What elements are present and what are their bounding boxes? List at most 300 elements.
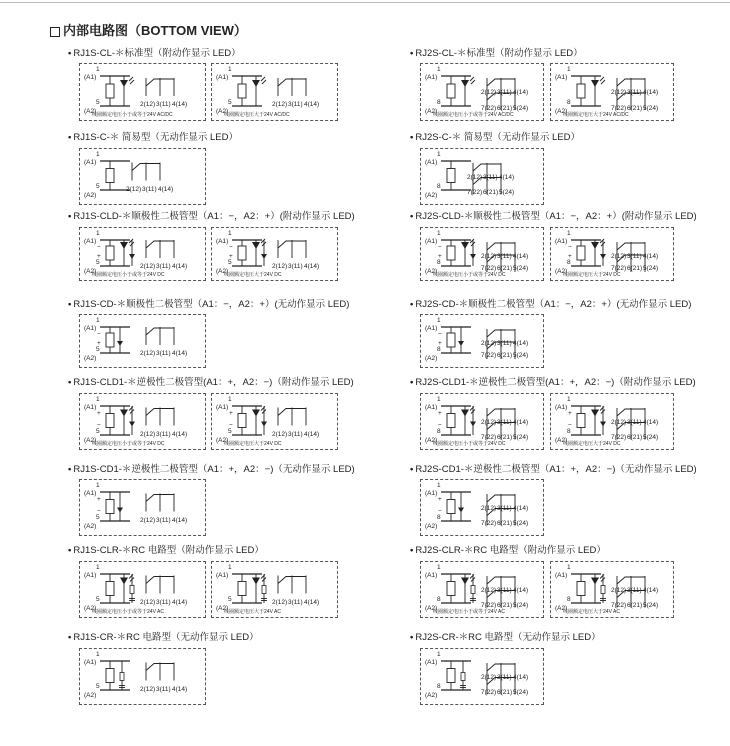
coil-voltage-caption: 线圈额定电压小于或等于24V DC: [433, 272, 506, 278]
circuit-diagram: [420, 648, 544, 705]
diode-icon: [470, 422, 476, 427]
pin-a1-label: (A1): [555, 74, 568, 81]
diode-icon: [600, 422, 606, 427]
polarity-top: +: [568, 410, 572, 417]
coil: [447, 669, 455, 683]
circuit-diagram: [550, 227, 674, 281]
coil: [106, 582, 114, 596]
bullet-icon: •: [68, 464, 72, 475]
pin-bottom-label: 5: [96, 596, 100, 603]
section-title: [68, 542, 264, 556]
pin-bottom-label: 8: [567, 428, 571, 435]
pin-2-label: 2(12): [481, 89, 497, 96]
rc-resistor: [471, 586, 475, 594]
pin-4-label: 4(14): [513, 253, 529, 260]
pin-a1-label: (A1): [216, 74, 229, 81]
section-title-text: RJ1S-CLD-＊顺极性二极管型（A1：−，A2：+）(附动作显示 LED): [73, 211, 355, 222]
led-icon: [461, 410, 469, 417]
pin-2-label: 2(12): [126, 185, 142, 193]
pin-7-label: 7(22): [481, 265, 497, 272]
pin-a2-label: (A2): [555, 108, 568, 115]
led-icon: [252, 410, 260, 417]
pin-3-label: 3(11): [627, 89, 642, 96]
section-title-text: RJ2S-CD1-＊逆极性二极管型（A1：+，A2：−)（无动作显示 LED): [415, 464, 697, 475]
coil-voltage-caption: 线圈额定电压大于24V AC: [563, 609, 620, 615]
pin-3-label: 3(11): [497, 419, 512, 426]
circuit-diagram: [420, 227, 544, 281]
pin-1-label: 1: [228, 564, 232, 571]
rc-resistor: [461, 673, 465, 681]
pin-4-label: 4(14): [172, 598, 188, 606]
pin-bottom-label: 8: [437, 259, 441, 266]
coil: [106, 500, 114, 514]
pin-3-label: 3(11): [156, 598, 171, 606]
pin-4-label: 4(14): [643, 419, 659, 426]
pin-1-label: 1: [228, 66, 232, 73]
section-title: [410, 129, 580, 143]
coil-voltage-caption: 线圈额定电压大于24V DC: [224, 441, 282, 447]
circuit-diagram: [79, 227, 206, 281]
pin-5-label: 5(24): [513, 434, 529, 441]
section-title-text: RJ1S-CLR-＊RC 电路型（附动作显示 LED）: [73, 545, 264, 556]
section-title-text: RJ2S-CLD-＊顺极性二极管型（A1：−，A2：+）(附动作显示 LED): [415, 211, 697, 222]
pin-bottom-label: 8: [437, 183, 441, 190]
coil: [106, 246, 114, 260]
coil-voltage-caption: 线圈额定电压大于24V DC: [224, 272, 282, 278]
coil: [238, 84, 246, 98]
bullet-icon: •: [68, 377, 72, 388]
pin-2-label: 2(12): [611, 253, 627, 260]
pin-1-label: 1: [96, 564, 100, 571]
coil: [238, 414, 246, 428]
pin-bottom-label: 8: [437, 99, 441, 106]
coil: [106, 414, 114, 428]
pin-4-label: 4(14): [643, 89, 659, 96]
pin-a2-label: (A2): [425, 437, 438, 444]
coil: [447, 582, 455, 596]
section-title: [410, 461, 697, 475]
led-icon: [461, 578, 469, 585]
pin-3-label: 3(11): [288, 598, 303, 606]
pin-2-label: 2(12): [481, 505, 497, 512]
section-title: [68, 129, 238, 143]
pin-bottom-label: 8: [567, 596, 571, 603]
pin-a2-label: (A2): [425, 192, 438, 199]
rc-resistor: [130, 586, 134, 594]
diode-icon: [117, 508, 123, 513]
pin-1-label: 1: [228, 230, 232, 237]
coil-voltage-caption: 线圈额定电压小于或等于24V DC: [92, 441, 165, 447]
pin-4-label: 4(14): [172, 516, 188, 524]
section-title: [410, 542, 606, 556]
circuit-diagram: [550, 561, 674, 618]
polarity-top: −: [97, 244, 101, 251]
pin-a2-label: (A2): [216, 605, 229, 612]
pin-2-label: 2(12): [611, 89, 627, 96]
pin-2-label: 2(12): [272, 263, 288, 270]
led-ray: [129, 77, 133, 81]
pin-bottom-label: 8: [437, 514, 441, 521]
pin-a1-label: (A1): [425, 74, 438, 81]
bullet-icon: •: [68, 299, 72, 310]
polarity-top: +: [438, 496, 442, 503]
pin-5-label: 5(24): [513, 352, 529, 359]
pin-a2-label: (A2): [216, 108, 229, 115]
coil-voltage-caption: 线圈额定电压小于或等于24V AC/DC: [92, 112, 173, 118]
pin-2-label: 2(12): [272, 598, 288, 606]
section-title-text: RJ1S-CR-＊RC 电路型（无动作显示 LED）: [73, 632, 259, 643]
pin-5-label: 5(24): [513, 520, 529, 527]
pin-a2-label: (A2): [216, 268, 229, 275]
checkbox-square-icon: [50, 27, 60, 37]
section-title: [410, 296, 691, 310]
circuit-diagram: [211, 561, 338, 618]
polarity-bottom: +: [438, 340, 442, 347]
coil: [447, 84, 455, 98]
pin-5-label: 5(24): [499, 189, 515, 196]
led-ray: [262, 80, 266, 84]
diode-icon: [261, 422, 267, 427]
pin-2-label: 2(12): [140, 101, 156, 108]
circuit-diagram: [550, 393, 674, 450]
pin-3-label: 3(11): [497, 587, 512, 594]
circuit-diagram: [79, 314, 206, 368]
rc-resistor: [262, 586, 266, 594]
pin-a1-label: (A1): [425, 659, 438, 666]
pin-a1-label: (A1): [555, 572, 568, 579]
pin-3-label: 3(11): [627, 587, 642, 594]
pin-7-label: 7(22): [481, 434, 497, 441]
pin-a1-label: (A1): [425, 325, 438, 332]
pin-5-label: 5(24): [513, 265, 529, 272]
coil: [106, 169, 114, 183]
circuit-diagram: [550, 63, 674, 121]
coil: [577, 414, 585, 428]
pin-3-label: 3(11): [156, 430, 171, 438]
pin-2-label: 2(12): [140, 516, 156, 524]
pin-bottom-label: 5: [96, 259, 100, 266]
pin-6-label: 6(21): [497, 352, 513, 359]
pin-3-label: 3(11): [288, 430, 303, 438]
pin-a1-label: (A1): [425, 404, 438, 411]
circuit-diagram: [420, 393, 544, 450]
pin-1-label: 1: [437, 482, 441, 489]
bullet-icon: •: [410, 48, 414, 59]
pin-a2-label: (A2): [555, 268, 568, 275]
section-title-text: RJ2S-CR-＊RC 电路型（无动作显示 LED）: [415, 632, 601, 643]
diode-icon: [117, 341, 123, 346]
bullet-icon: •: [68, 48, 72, 59]
pin-a2-label: (A2): [84, 355, 97, 362]
pin-7-label: 7(22): [611, 602, 627, 609]
pin-4-label: 4(14): [513, 674, 529, 681]
section-title: [410, 374, 696, 388]
pin-4-label: 4(14): [304, 101, 320, 108]
pin-4-label: 4(14): [499, 174, 515, 181]
pin-a2-label: (A2): [84, 268, 97, 275]
circuit-diagram: [79, 561, 206, 618]
section-title-text: RJ1S-CD1-＊逆极性二极管型（A1：+，A2：−)（无动作显示 LED): [73, 464, 355, 475]
led-icon: [461, 242, 469, 249]
diode-icon: [600, 254, 606, 259]
pin-6-label: 6(21): [627, 105, 643, 112]
pin-bottom-label: 8: [437, 428, 441, 435]
pin-3-label: 3(11): [156, 685, 171, 693]
polarity-bottom: +: [568, 253, 572, 260]
pin-6-label: 6(21): [497, 689, 513, 696]
pin-1-label: 1: [567, 396, 571, 403]
pin-6-label: 6(21): [497, 105, 513, 112]
led-icon: [591, 80, 599, 87]
pin-1-label: 1: [437, 317, 441, 324]
led-ray: [600, 77, 604, 81]
pin-4-label: 4(14): [172, 101, 188, 108]
pin-2-label: 2(12): [140, 350, 156, 357]
pin-a1-label: (A1): [84, 572, 97, 579]
pin-2-label: 2(12): [481, 253, 497, 260]
pin-2-label: 2(12): [481, 340, 497, 347]
pin-3-label: 3(11): [497, 89, 512, 96]
pin-7-label: 7(22): [481, 352, 497, 359]
polarity-bottom: −: [438, 422, 442, 429]
coil: [577, 582, 585, 596]
led-ray: [471, 80, 475, 84]
bullet-icon: •: [68, 632, 72, 643]
pin-bottom-label: 5: [228, 259, 232, 266]
pin-4-label: 4(14): [513, 587, 529, 594]
pin-3-label: 3(11): [288, 101, 303, 108]
polarity-top: −: [229, 244, 233, 251]
circuit-diagram: [420, 63, 544, 121]
pin-2-label: 2(12): [140, 263, 156, 270]
led-ray: [261, 77, 265, 81]
pin-7-label: 7(22): [481, 602, 497, 609]
led-icon: [591, 242, 599, 249]
led-ray: [601, 80, 605, 84]
circuit-diagram: [79, 63, 206, 121]
section-title: [410, 208, 697, 222]
pin-6-label: 6(21): [497, 434, 513, 441]
pin-1-label: 1: [96, 317, 100, 324]
pin-3-label: 3(11): [156, 263, 171, 270]
pin-a2-label: (A2): [425, 355, 438, 362]
section-title-text: RJ2S-CD-＊顺极性二极管型（A1：−，A2：+）(无动作显示 LED): [415, 299, 692, 310]
pin-3-label: 3(11): [497, 253, 512, 260]
pin-4-label: 4(14): [304, 598, 320, 606]
circuit-diagram: [420, 561, 544, 618]
coil: [447, 246, 455, 260]
top-rule: [0, 2, 730, 3]
pin-bottom-label: 5: [228, 99, 232, 106]
pin-a1-label: (A1): [216, 572, 229, 579]
diode-icon: [458, 341, 464, 346]
pin-bottom-label: 8: [567, 259, 571, 266]
section-title-text: RJ2S-C-＊ 简易型（无动作显示 LED）: [415, 132, 581, 143]
pin-a2-label: (A2): [555, 605, 568, 612]
coil-voltage-caption: 线圈额定电压小于或等于24V AC: [92, 609, 164, 615]
pin-7-label: 7(22): [611, 265, 627, 272]
pin-1-label: 1: [96, 151, 100, 158]
coil: [577, 246, 585, 260]
led-icon: [461, 80, 469, 87]
circuit-diagram: [420, 148, 544, 205]
pin-4-label: 4(14): [513, 340, 529, 347]
pin-1-label: 1: [567, 66, 571, 73]
pin-a1-label: (A1): [84, 490, 97, 497]
coil: [238, 582, 246, 596]
pin-a2-label: (A2): [84, 437, 97, 444]
pin-a2-label: (A2): [84, 605, 97, 612]
pin-1-label: 1: [228, 396, 232, 403]
bullet-icon: •: [410, 464, 414, 475]
pin-4-label: 4(14): [304, 430, 320, 438]
section-title: [68, 461, 355, 475]
pin-1-label: 1: [96, 482, 100, 489]
led-ray: [130, 80, 134, 84]
polarity-bottom: +: [229, 253, 233, 260]
pin-3-label: 3(11): [483, 174, 498, 181]
polarity-bottom: −: [97, 508, 101, 515]
coil-voltage-caption: 线圈额定电压小于或等于24V AC: [433, 609, 505, 615]
circuit-diagram: [79, 393, 206, 450]
pin-2-label: 2(12): [272, 101, 288, 108]
section-title: [68, 296, 349, 310]
coil: [447, 500, 455, 514]
pin-a2-label: (A2): [216, 437, 229, 444]
pin-7-label: 7(22): [481, 105, 497, 112]
coil-voltage-caption: 线圈额定电压小于或等于24V DC: [433, 441, 506, 447]
diode-icon: [470, 254, 476, 259]
pin-a2-label: (A2): [425, 268, 438, 275]
coil: [106, 84, 114, 98]
circuit-diagram: [420, 314, 544, 368]
coil: [238, 246, 246, 260]
section-title: [410, 629, 601, 643]
section-title-text: RJ1S-C-＊ 简易型（无动作显示 LED）: [73, 132, 239, 143]
led-icon: [591, 410, 599, 417]
coil-voltage-caption: 线圈额定电压大于24V AC/DC: [224, 112, 290, 118]
section-title-text: RJ1S-CLD1-＊逆极性二极管型(A1：+，A2：−)（附动作显示 LED): [73, 377, 354, 388]
pin-4-label: 4(14): [172, 263, 188, 270]
polarity-bottom: −: [229, 422, 233, 429]
pin-a1-label: (A1): [84, 238, 97, 245]
pin-5-label: 5(24): [643, 434, 659, 441]
polarity-bottom: −: [568, 422, 572, 429]
coil: [447, 169, 455, 183]
pin-2-label: 2(12): [140, 685, 156, 693]
pin-4-label: 4(14): [172, 350, 188, 357]
pin-3-label: 3(11): [156, 350, 171, 357]
led-icon: [120, 410, 128, 417]
pin-7-label: 7(22): [467, 189, 483, 196]
pin-1-label: 1: [437, 66, 441, 73]
bullet-icon: •: [68, 545, 72, 556]
pin-5-label: 5(24): [643, 105, 659, 112]
coil: [106, 669, 114, 683]
pin-7-label: 7(22): [481, 520, 497, 527]
pin-5-label: 5(24): [513, 602, 529, 609]
pin-bottom-label: 5: [228, 428, 232, 435]
section-title: [68, 629, 259, 643]
pin-7-label: 7(22): [611, 434, 627, 441]
pin-1-label: 1: [96, 230, 100, 237]
pin-4-label: 4(14): [513, 505, 529, 512]
pin-3-label: 3(11): [627, 253, 642, 260]
bullet-icon: •: [68, 211, 72, 222]
led-ray: [470, 77, 474, 81]
bullet-icon: •: [410, 211, 414, 222]
pin-bottom-label: 8: [567, 99, 571, 106]
polarity-top: +: [97, 496, 101, 503]
led-icon: [252, 578, 260, 585]
page-title: [50, 20, 247, 39]
pin-5-label: 5(24): [513, 689, 529, 696]
pin-4-label: 4(14): [513, 419, 529, 426]
pin-1-label: 1: [437, 151, 441, 158]
diode-icon: [129, 422, 135, 427]
led-icon: [120, 80, 128, 87]
coil: [447, 333, 455, 347]
rc-resistor: [120, 673, 124, 681]
pin-bottom-label: 5: [96, 346, 100, 353]
bullet-icon: •: [410, 632, 414, 643]
pin-3-label: 3(11): [627, 419, 642, 426]
led-icon: [252, 80, 260, 87]
pin-a2-label: (A2): [84, 192, 97, 199]
circuit-diagram: [211, 227, 338, 281]
pin-a1-label: (A1): [425, 238, 438, 245]
section-title: [68, 208, 355, 222]
pin-a2-label: (A2): [425, 523, 438, 530]
pin-3-label: 3(11): [497, 674, 512, 681]
pin-2-label: 2(12): [611, 419, 627, 426]
circuit-diagram: [79, 648, 206, 705]
polarity-bottom: −: [97, 422, 101, 429]
pin-a2-label: (A2): [555, 437, 568, 444]
coil: [447, 414, 455, 428]
pin-3-label: 3(11): [156, 101, 171, 108]
pin-a2-label: (A2): [84, 692, 97, 699]
pin-6-label: 6(21): [627, 434, 643, 441]
pin-bottom-label: 8: [437, 683, 441, 690]
circuit-diagram: [79, 479, 206, 536]
rc-resistor: [601, 586, 605, 594]
pin-5-label: 5(24): [513, 105, 529, 112]
section-title: [68, 45, 241, 59]
polarity-top: +: [229, 410, 233, 417]
circuit-diagram: [211, 63, 338, 121]
pin-3-label: 3(11): [497, 505, 512, 512]
pin-1-label: 1: [437, 396, 441, 403]
pin-a1-label: (A1): [84, 159, 97, 166]
pin-3-label: 3(11): [497, 340, 512, 347]
pin-a1-label: (A1): [555, 404, 568, 411]
pin-a2-label: (A2): [84, 108, 97, 115]
pin-a1-label: (A1): [84, 74, 97, 81]
pin-bottom-label: 5: [96, 183, 100, 190]
diode-icon: [261, 254, 267, 259]
polarity-bottom: +: [97, 340, 101, 347]
bullet-icon: •: [410, 377, 414, 388]
pin-bottom-label: 5: [96, 428, 100, 435]
pin-2-label: 2(12): [481, 674, 497, 681]
pin-7-label: 7(22): [611, 105, 627, 112]
polarity-top: −: [438, 331, 442, 338]
pin-bottom-label: 5: [96, 683, 100, 690]
polarity-top: −: [97, 331, 101, 338]
diode-icon: [129, 254, 135, 259]
section-title-text: RJ1S-CL-＊标准型（附动作显示 LED）: [73, 48, 241, 59]
